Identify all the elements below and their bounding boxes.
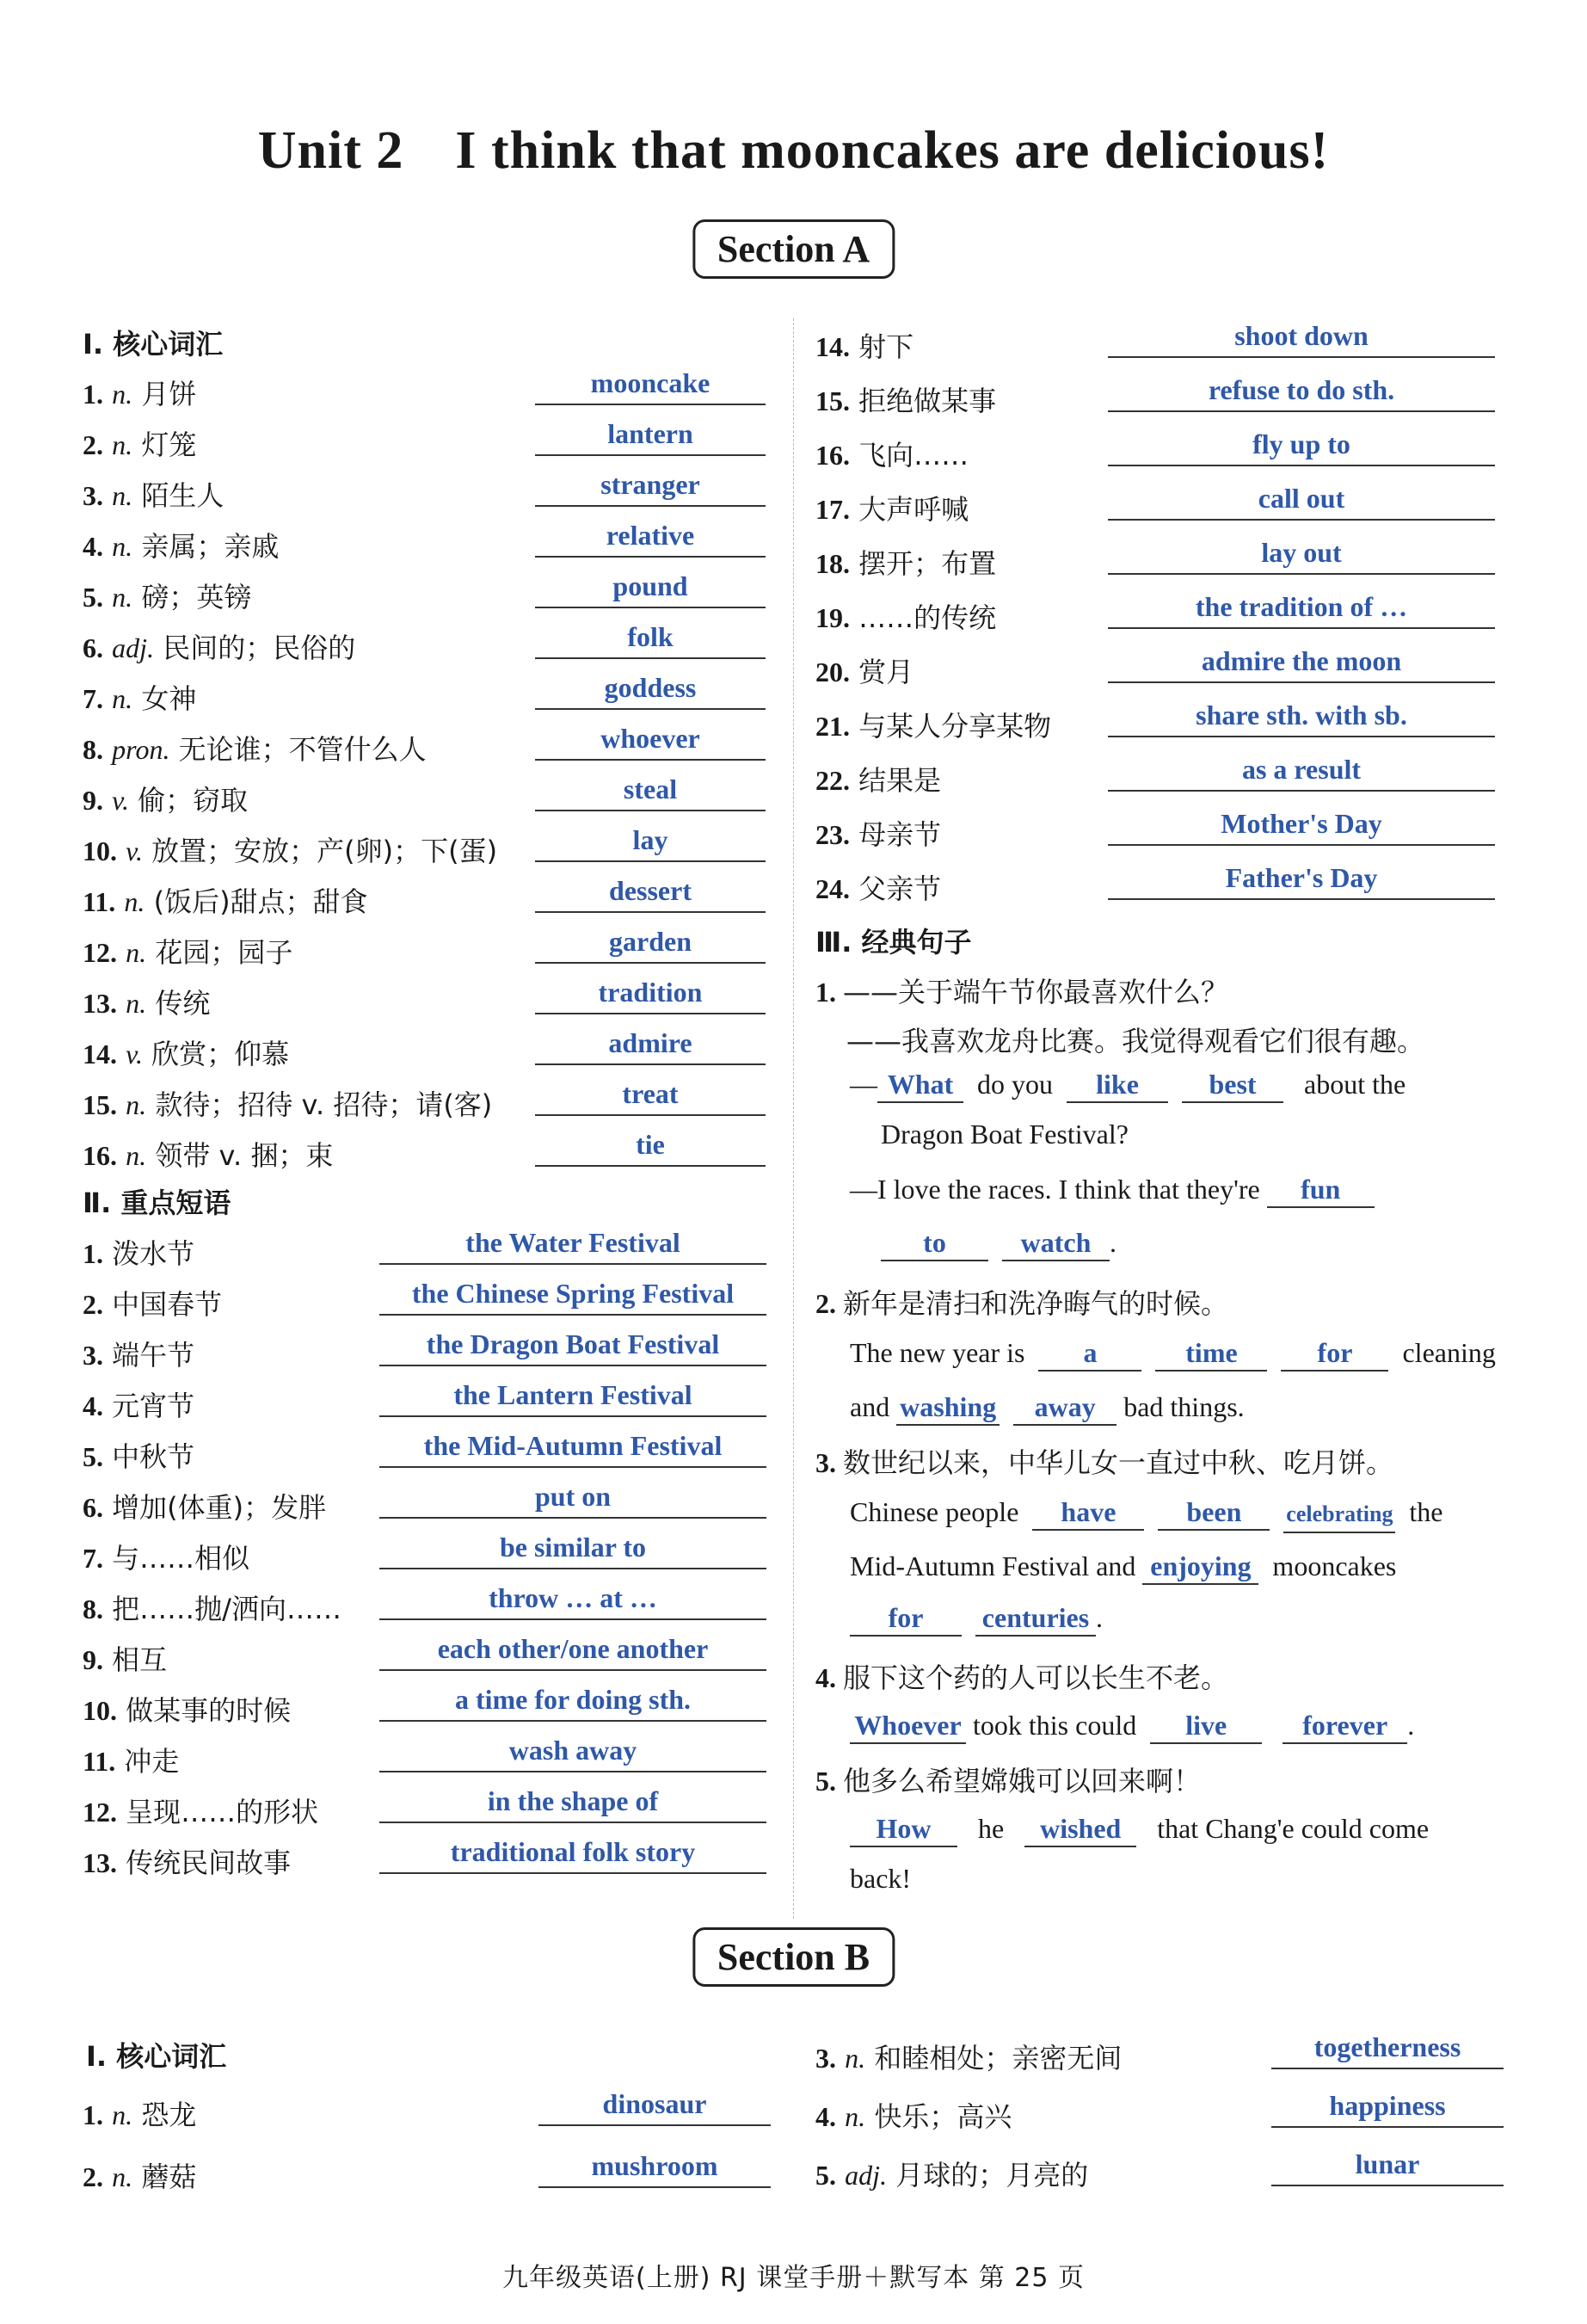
sentence-2-en-line2: and washing away bad things. xyxy=(850,1390,1245,1426)
phrase-item xyxy=(815,808,1495,854)
part-of-speech: n. xyxy=(845,2101,866,2132)
sentence-5-en-line2: back! xyxy=(850,1863,912,1894)
part-of-speech: n. xyxy=(112,2099,133,2130)
chinese-meaning: 元宵节 xyxy=(112,1390,195,1422)
item-number: 14. xyxy=(83,1039,117,1070)
phrase-item xyxy=(83,1328,766,1375)
vocab-item xyxy=(83,469,766,515)
answer-blank[interactable]: stranger xyxy=(535,467,766,507)
item-number: 6. xyxy=(83,632,103,663)
item-number: 3. xyxy=(815,2043,836,2074)
answer-blank[interactable]: traditional folk story xyxy=(379,1834,766,1874)
answer-blank[interactable]: lay out xyxy=(1108,535,1495,575)
answer-blank[interactable]: Father's Day xyxy=(1108,860,1495,900)
vocab-item xyxy=(815,2031,1504,2078)
unit-label: Unit 2 xyxy=(257,121,404,180)
part-of-speech: n. xyxy=(112,582,133,613)
blank[interactable]: enjoying xyxy=(1142,1549,1258,1585)
item-number: 10. xyxy=(83,1695,117,1726)
vocab-item xyxy=(83,1129,766,1175)
part-of-speech: n. xyxy=(112,379,133,410)
answer-blank[interactable]: the Water Festival xyxy=(379,1225,766,1265)
unit-title: I think that mooncakes are delicious! xyxy=(455,121,1330,180)
vocab-item xyxy=(83,520,766,566)
blank[interactable]: like xyxy=(1067,1067,1168,1103)
chinese-meaning: 蘑菇 xyxy=(141,2161,197,2193)
answer-blank[interactable]: a time for doing sth. xyxy=(379,1682,766,1722)
phrase-item xyxy=(83,1481,766,1527)
sentence-3-en-line2: Mid-Autumn Festival and enjoying mooncakes xyxy=(850,1549,1396,1585)
chinese-meaning: 月饼 xyxy=(141,378,197,410)
blank[interactable]: to xyxy=(881,1225,988,1261)
vocab-item xyxy=(83,723,766,769)
chinese-meaning: 泼水节 xyxy=(112,1237,195,1270)
sentence-1-en-line1: — What do you like best about the xyxy=(850,1067,1406,1103)
answer-blank[interactable]: share sth. with sb. xyxy=(1108,698,1495,737)
vocab-item xyxy=(83,418,766,465)
chinese-meaning: 陌生人 xyxy=(141,479,225,512)
part-of-speech: n. xyxy=(126,1089,147,1120)
answer-blank[interactable]: Mother's Day xyxy=(1108,806,1495,846)
chinese-meaning: 民间的；民俗的 xyxy=(163,632,356,664)
section-a-badge xyxy=(692,219,895,279)
chinese-meaning: 父亲节 xyxy=(858,872,942,905)
blank[interactable]: washing xyxy=(896,1390,1000,1426)
item-number: 4. xyxy=(83,1390,103,1421)
item-number: 14. xyxy=(815,331,850,362)
answer-blank[interactable]: the Mid-Autumn Festival xyxy=(379,1428,766,1468)
item-number: 3. xyxy=(83,480,103,511)
part-of-speech: n. xyxy=(124,886,145,917)
vocab-item xyxy=(83,774,766,820)
part-of-speech: n. xyxy=(126,1140,147,1171)
part-of-speech: n. xyxy=(126,988,147,1019)
sentence-1-en-line4: to watch . xyxy=(881,1225,1116,1261)
item-number: 1. xyxy=(83,1238,103,1269)
chinese-meaning: 摆开；布置 xyxy=(858,547,997,580)
item-number: 19. xyxy=(815,602,850,633)
answer-blank[interactable]: steal xyxy=(535,772,766,811)
item-number: 2. xyxy=(83,1289,103,1320)
sentence-4-en: Whoever took this could live forever . xyxy=(850,1708,1414,1744)
item-number: 6. xyxy=(83,1492,103,1523)
phrase-item xyxy=(815,320,1495,367)
answer-blank[interactable]: treat xyxy=(535,1076,766,1116)
section-a-label: Section A xyxy=(717,228,870,270)
blank[interactable]: have xyxy=(1032,1495,1144,1531)
item-number: 1. xyxy=(83,379,103,410)
sentence-1-en-line3: —I love the races. I think that they're fun xyxy=(850,1172,1375,1208)
vocab-item xyxy=(83,875,766,922)
column-divider xyxy=(793,318,794,1919)
item-number: 8. xyxy=(83,734,103,765)
sentence-2-en-line1: The new year is a time for cleaning xyxy=(850,1335,1496,1372)
item-number: 12. xyxy=(83,1797,117,1828)
blank[interactable]: a xyxy=(1038,1335,1141,1372)
sentence-5-en-line1: How he wished that Chang'e could come xyxy=(850,1811,1429,1847)
blank[interactable]: wished xyxy=(1024,1811,1136,1847)
phrase-item xyxy=(815,483,1495,529)
item-number: 5. xyxy=(83,582,103,613)
blank[interactable]: celebrating xyxy=(1283,1497,1395,1533)
page-title xyxy=(0,120,1587,182)
blank[interactable]: centuries xyxy=(975,1600,1096,1637)
chinese-meaning: 偷；窃取 xyxy=(138,784,249,817)
phrase-item xyxy=(83,1684,766,1730)
section-b-label: Section B xyxy=(717,1936,870,1978)
chinese-meaning: 与……相似 xyxy=(112,1542,250,1575)
section-b-vocab-heading: Ⅰ. 核心词汇 xyxy=(86,2040,227,2073)
sentence-3-en-line1: Chinese people have been celebrating the xyxy=(850,1495,1442,1533)
chinese-meaning: 女神 xyxy=(141,682,197,715)
phrase-item xyxy=(815,754,1495,800)
chinese-meaning: 传统民间故事 xyxy=(126,1846,292,1879)
chinese-meaning: 增加(体重)；发胖 xyxy=(112,1491,327,1524)
answer-blank[interactable]: the Lantern Festival xyxy=(379,1378,766,1417)
vocab-item xyxy=(83,2088,771,2135)
answer-blank[interactable]: call out xyxy=(1108,481,1495,521)
chinese-meaning: 月球的；月亮的 xyxy=(895,2159,1089,2191)
item-number: 11. xyxy=(83,1746,116,1777)
answer-blank[interactable]: dessert xyxy=(535,873,766,913)
item-number: 8. xyxy=(83,1594,103,1624)
chinese-meaning: 款待；招待 v. 招待；请(客) xyxy=(155,1088,493,1121)
item-number: 13. xyxy=(83,1847,117,1878)
chinese-meaning: 端午节 xyxy=(112,1339,195,1372)
part-of-speech: n. xyxy=(112,2161,133,2192)
item-number: 15. xyxy=(815,385,850,416)
vocab-item xyxy=(83,1027,766,1074)
page-footer: 九年级英语(上册) RJ 课堂手册＋默写本 第 25 页 xyxy=(502,2263,1085,2293)
sentence-1-cn: 1. ——关于端午节你最喜欢什么？ xyxy=(815,976,1229,1008)
vocab-item xyxy=(83,570,766,617)
item-number: 4. xyxy=(815,2101,836,2132)
item-number: 10. xyxy=(83,835,117,866)
answer-blank[interactable]: relative xyxy=(535,518,766,558)
phrase-item xyxy=(83,1735,766,1781)
chinese-meaning: 领带 v. 捆；束 xyxy=(155,1139,334,1172)
phrase-item xyxy=(815,862,1495,909)
answer-blank[interactable]: refuse to do sth. xyxy=(1108,373,1495,412)
blank[interactable]: away xyxy=(1013,1390,1116,1426)
answer-blank[interactable]: garden xyxy=(535,924,766,964)
answer-blank[interactable]: be similar to xyxy=(379,1530,766,1569)
phrase-item xyxy=(815,591,1495,638)
item-number: 20. xyxy=(815,657,850,687)
item-number: 12. xyxy=(83,937,117,968)
chinese-meaning: 拒绝做某事 xyxy=(858,385,997,417)
part-of-speech: n. xyxy=(112,531,133,562)
answer-blank[interactable]: togetherness xyxy=(1271,2030,1504,2069)
item-number: 11. xyxy=(83,886,116,917)
chinese-meaning: 中秋节 xyxy=(112,1440,195,1473)
answer-blank[interactable]: lantern xyxy=(535,416,766,456)
chinese-meaning: 呈现……的形状 xyxy=(126,1796,319,1828)
phrase-item xyxy=(815,374,1495,421)
answer-blank[interactable]: in the shape of xyxy=(379,1784,766,1823)
phrase-item xyxy=(83,1582,766,1629)
vocab-item xyxy=(815,2090,1504,2136)
vocab-item xyxy=(83,926,766,972)
item-number: 17. xyxy=(815,494,850,525)
blank[interactable]: How xyxy=(850,1811,957,1847)
chinese-meaning: 母亲节 xyxy=(858,818,942,851)
item-number: 1. xyxy=(83,2099,103,2130)
section-b-badge xyxy=(692,1927,895,1987)
answer-blank[interactable]: goddess xyxy=(535,670,766,710)
part-of-speech: n. xyxy=(112,480,133,511)
part-of-speech: n. xyxy=(112,429,133,460)
item-number: 7. xyxy=(83,683,103,714)
part-of-speech: v. xyxy=(126,835,143,866)
item-number: 18. xyxy=(815,548,850,579)
item-number: 24. xyxy=(815,873,850,904)
vocab-item xyxy=(83,2150,771,2197)
part-of-speech: n. xyxy=(112,683,133,714)
phrase-item xyxy=(83,1379,766,1426)
answer-blank[interactable]: folk xyxy=(535,620,766,659)
chinese-meaning: 结果是 xyxy=(858,764,942,797)
answer-blank[interactable]: the tradition of … xyxy=(1108,589,1495,629)
answer-blank[interactable]: mooncake xyxy=(535,366,766,405)
sentence-2-cn: 2. 新年是清扫和洗净晦气的时候。 xyxy=(815,1287,1229,1320)
phrase-item xyxy=(815,700,1495,746)
vocab-item xyxy=(83,1078,766,1125)
item-number: 2. xyxy=(83,2161,103,2192)
vocab-item xyxy=(83,672,766,718)
blank[interactable]: live xyxy=(1150,1708,1262,1744)
answer-blank[interactable]: mushroom xyxy=(538,2148,771,2188)
sentence-3-en-line3: for centuries . xyxy=(850,1600,1103,1637)
chinese-meaning: 与某人分享某物 xyxy=(858,710,1052,743)
part-of-speech: n. xyxy=(845,2043,866,2074)
answer-blank[interactable]: fly up to xyxy=(1108,427,1495,466)
section-a-sentence-heading: Ⅲ. 经典句子 xyxy=(815,926,972,959)
vocab-item xyxy=(83,621,766,668)
item-number: 2. xyxy=(83,429,103,460)
answer-blank[interactable]: each other/one another xyxy=(379,1631,766,1671)
part-of-speech: adj. xyxy=(112,632,155,663)
sentence-5-cn: 5. 他多么希望嫦娥可以回来啊！ xyxy=(815,1765,1202,1797)
item-number: 22. xyxy=(815,765,850,796)
chinese-meaning: 花园；园子 xyxy=(155,936,293,969)
item-number: 3. xyxy=(83,1340,103,1371)
answer-blank[interactable]: as a result xyxy=(1108,752,1495,792)
answer-blank[interactable]: whoever xyxy=(535,721,766,761)
phrase-item xyxy=(83,1633,766,1680)
phrase-item xyxy=(83,1278,766,1324)
blank[interactable]: for xyxy=(1281,1335,1388,1372)
item-number: 16. xyxy=(815,440,850,471)
vocab-item xyxy=(815,2148,1504,2195)
chinese-meaning: (饭后)甜点；甜食 xyxy=(153,885,368,918)
answer-blank[interactable]: dinosaur xyxy=(538,2087,771,2126)
phrase-item xyxy=(83,1532,766,1578)
chinese-meaning: 无论谁；不管什么人 xyxy=(178,733,427,766)
chinese-meaning: 冲走 xyxy=(124,1745,180,1778)
part-of-speech: adj. xyxy=(845,2160,888,2191)
blank[interactable]: What xyxy=(877,1067,963,1103)
chinese-meaning: 赏月 xyxy=(858,656,914,688)
item-number: 5. xyxy=(83,1441,103,1472)
chinese-meaning: 和睦相处；亲密无间 xyxy=(874,2042,1123,2074)
answer-blank[interactable]: pound xyxy=(535,569,766,608)
vocab-item xyxy=(83,977,766,1023)
answer-blank[interactable]: shoot down xyxy=(1108,318,1495,358)
phrase-item xyxy=(83,1227,766,1273)
answer-blank[interactable]: put on xyxy=(379,1479,766,1519)
sentence-1-cn-2: ——我喜欢龙舟比赛。我觉得观看它们很有趣。 xyxy=(846,1025,1425,1057)
answer-blank[interactable]: admire xyxy=(535,1026,766,1065)
chinese-meaning: 放置；安放；产(卵)；下(蛋) xyxy=(151,835,498,867)
chinese-meaning: 中国春节 xyxy=(112,1288,223,1321)
blank[interactable]: watch xyxy=(1002,1225,1110,1261)
answer-blank[interactable]: the Dragon Boat Festival xyxy=(379,1327,766,1366)
chinese-meaning: 大声呼喊 xyxy=(858,493,969,526)
item-number: 4. xyxy=(83,531,103,562)
vocab-item xyxy=(83,824,766,871)
chinese-meaning: 把……抛/洒向…… xyxy=(112,1593,341,1625)
chinese-meaning: 做某事的时候 xyxy=(126,1694,292,1727)
chinese-meaning: 恐龙 xyxy=(141,2099,197,2131)
answer-blank[interactable]: wash away xyxy=(379,1733,766,1772)
item-number: 9. xyxy=(83,1644,103,1675)
sentence-1-en-line2: Dragon Boat Festival? xyxy=(881,1119,1129,1150)
answer-blank[interactable]: tradition xyxy=(535,975,766,1014)
item-number: 16. xyxy=(83,1140,117,1171)
item-number: 13. xyxy=(83,988,117,1019)
sentence-3-cn: 3. 数世纪以来，中华儿女一直过中秋、吃月饼。 xyxy=(815,1446,1394,1479)
part-of-speech: n. xyxy=(126,937,147,968)
blank[interactable]: Whoever xyxy=(850,1708,966,1744)
vocab-item xyxy=(83,367,766,414)
item-number: 23. xyxy=(815,819,850,850)
chinese-meaning: 欣赏；仰慕 xyxy=(151,1038,290,1070)
phrase-item xyxy=(83,1785,766,1832)
phrase-item xyxy=(815,537,1495,583)
chinese-meaning: 射下 xyxy=(858,330,914,363)
answer-blank[interactable]: admire the moon xyxy=(1108,644,1495,683)
answer-blank[interactable]: lunar xyxy=(1271,2147,1504,2186)
chinese-meaning: 磅；英镑 xyxy=(141,581,252,613)
answer-blank[interactable]: happiness xyxy=(1271,2088,1504,2128)
phrase-item xyxy=(83,1430,766,1476)
item-number: 7. xyxy=(83,1543,103,1574)
chinese-meaning: 传统 xyxy=(155,987,211,1020)
phrase-item xyxy=(83,1836,766,1883)
item-number: 15. xyxy=(83,1089,117,1120)
item-number: 21. xyxy=(815,711,850,742)
blank[interactable]: been xyxy=(1158,1495,1270,1531)
answer-blank[interactable]: throw … at … xyxy=(379,1581,766,1620)
blank[interactable]: fun xyxy=(1267,1172,1375,1208)
blank[interactable]: best xyxy=(1182,1067,1283,1103)
part-of-speech: pron. xyxy=(112,734,170,765)
part-of-speech: v. xyxy=(112,785,129,816)
chinese-meaning: ……的传统 xyxy=(858,601,997,634)
chinese-meaning: 亲属；亲戚 xyxy=(141,530,280,563)
chinese-meaning: 快乐；高兴 xyxy=(874,2100,1012,2133)
phrase-item xyxy=(815,645,1495,692)
item-number: 9. xyxy=(83,785,103,816)
section-a-vocab-heading: Ⅰ. 核心词汇 xyxy=(83,328,224,361)
item-number: 5. xyxy=(815,2160,836,2191)
answer-blank[interactable]: tie xyxy=(535,1127,766,1167)
part-of-speech: v. xyxy=(126,1039,143,1070)
phrase-item xyxy=(815,428,1495,475)
sentence-4-cn: 4. 服下这个药的人可以长生不老。 xyxy=(815,1661,1229,1694)
blank[interactable]: forever xyxy=(1283,1708,1407,1744)
section-a-phrase-heading: Ⅱ. 重点短语 xyxy=(83,1187,231,1219)
blank[interactable]: for xyxy=(850,1600,962,1637)
chinese-meaning: 灯笼 xyxy=(141,428,197,461)
chinese-meaning: 相互 xyxy=(112,1643,168,1676)
answer-blank[interactable]: the Chinese Spring Festival xyxy=(379,1276,766,1316)
answer-blank[interactable]: lay xyxy=(535,823,766,862)
chinese-meaning: 飞向…… xyxy=(858,439,969,472)
blank[interactable]: time xyxy=(1155,1335,1267,1372)
